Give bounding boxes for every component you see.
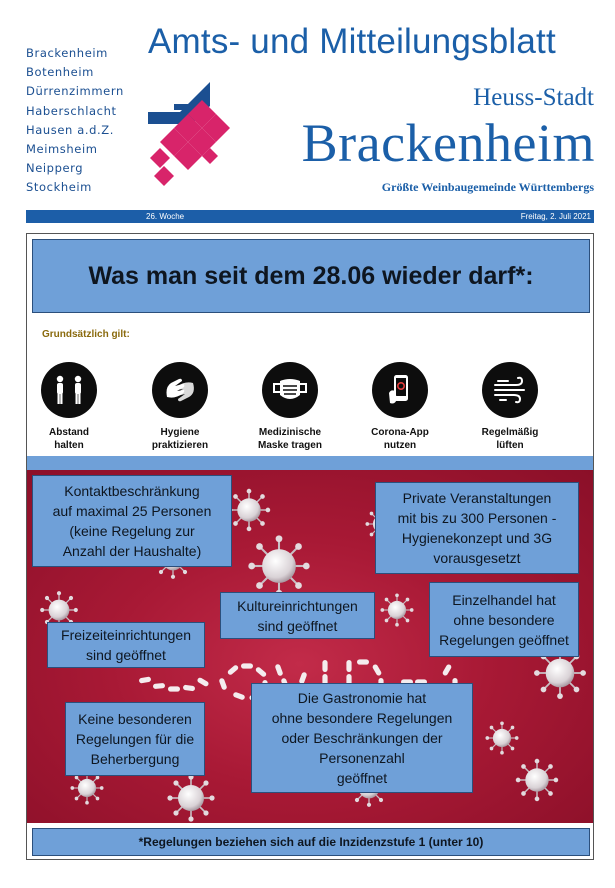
rule-label-line2: Maske tragen xyxy=(258,440,322,451)
info-box-leisure xyxy=(47,622,205,668)
rule-item xyxy=(460,362,560,452)
rule-item xyxy=(26,362,119,452)
rule-label-line1: Hygiene xyxy=(160,427,200,438)
box-line: Regelungen für die xyxy=(75,731,195,747)
rule-label-line1: Abstand xyxy=(49,427,89,438)
corona-rules-poster xyxy=(26,233,594,860)
box-line: vorausgesetzt xyxy=(433,550,521,566)
rule-label-line1: Corona-App xyxy=(371,427,429,438)
box-line: Beherbergung xyxy=(90,751,180,767)
issue-date-bar xyxy=(26,210,594,223)
info-box-private-events xyxy=(375,482,579,574)
town-name: Meimsheim xyxy=(26,142,98,157)
box-line: ohne besondere xyxy=(453,611,555,628)
rule-label-line1: Regelmäßig xyxy=(481,427,539,438)
box-line: oder Beschränkungen der xyxy=(281,730,443,746)
town-list xyxy=(26,44,146,198)
box-line: ohne besondere Regelungen xyxy=(271,710,453,726)
box-line: Die Gastronomie hat xyxy=(297,690,427,706)
town-name: Stockheim xyxy=(26,180,92,195)
rule-item xyxy=(350,362,450,452)
rule-item xyxy=(130,362,230,452)
box-line: sind geöffnet xyxy=(86,647,166,663)
box-line: auf maximal 25 Personen xyxy=(52,503,212,519)
issue-date: Freitag, 2. Juli 2021 xyxy=(520,212,591,221)
incidence-footnote: *Regelungen beziehen sich auf die Inzidenzstufe 1 (unter 10) xyxy=(32,828,590,856)
box-line: Private Veranstaltungen xyxy=(402,490,552,506)
info-box-accommodation xyxy=(65,702,205,776)
box-line: geöffnet xyxy=(336,770,388,786)
town-name: Hausen a.d.Z. xyxy=(26,122,114,137)
distance-icon xyxy=(41,362,97,418)
heuss-stadt-label: Heuss-Stadt xyxy=(473,84,594,111)
box-line: Regelungen geöffnet xyxy=(439,631,569,648)
town-name: Botenheim xyxy=(26,65,94,80)
box-line: Hygienekonzept und 3G xyxy=(401,530,553,546)
town-name: Brackenheim xyxy=(26,46,108,60)
city-logo-icon xyxy=(140,80,230,197)
info-box-retail xyxy=(429,582,579,657)
mask-icon xyxy=(262,362,318,418)
covid-background-image xyxy=(27,470,594,823)
basic-rules-label: Grundsätzlich gilt: xyxy=(42,329,130,340)
rule-label-line2: lüften xyxy=(496,440,524,451)
rule-label-line2: praktizieren xyxy=(151,440,209,451)
box-line: Kontaktbeschränkung xyxy=(64,483,200,499)
town-name: Dürrenzimmern xyxy=(26,84,124,99)
box-line: Einzelhandel hat xyxy=(452,591,556,608)
info-box-kontakt xyxy=(32,475,232,567)
poster-headline: Was man seit dem 28.06 wieder darf*: xyxy=(32,239,590,313)
divider-band xyxy=(27,456,594,470)
tagline: Größte Weinbaugemeinde Württembergs xyxy=(381,180,594,194)
box-line: Personenzahl xyxy=(319,750,405,766)
rule-label-line1: Medizinische xyxy=(258,427,322,438)
issue-week: 26. Woche xyxy=(146,212,185,221)
city-name: Brackenheim xyxy=(301,113,595,173)
box-line: Kultureinrichtungen xyxy=(237,597,358,614)
hands-icon xyxy=(152,362,208,418)
rule-item xyxy=(240,362,340,452)
info-box-culture xyxy=(220,592,375,639)
phone-app-icon xyxy=(372,362,428,418)
rule-label-line2: nutzen xyxy=(383,440,417,451)
town-name: Haberschlacht xyxy=(26,103,117,118)
box-line: sind geöffnet xyxy=(257,617,338,634)
town-name: Neipperg xyxy=(26,161,84,176)
box-line: Anzahl der Haushalte) xyxy=(62,543,202,559)
box-line: Freizeiteinrichtungen xyxy=(61,627,191,643)
box-line: Keine besonderen xyxy=(78,711,192,727)
box-line: mit bis zu 300 Personen - xyxy=(397,510,557,526)
masthead-title: Amts- und Mitteilungsblatt xyxy=(148,22,556,61)
box-line: (keine Regelung zur xyxy=(69,523,195,539)
wind-icon xyxy=(482,362,538,418)
info-box-gastronomy xyxy=(251,683,473,793)
rule-label-line2: halten xyxy=(54,440,84,451)
